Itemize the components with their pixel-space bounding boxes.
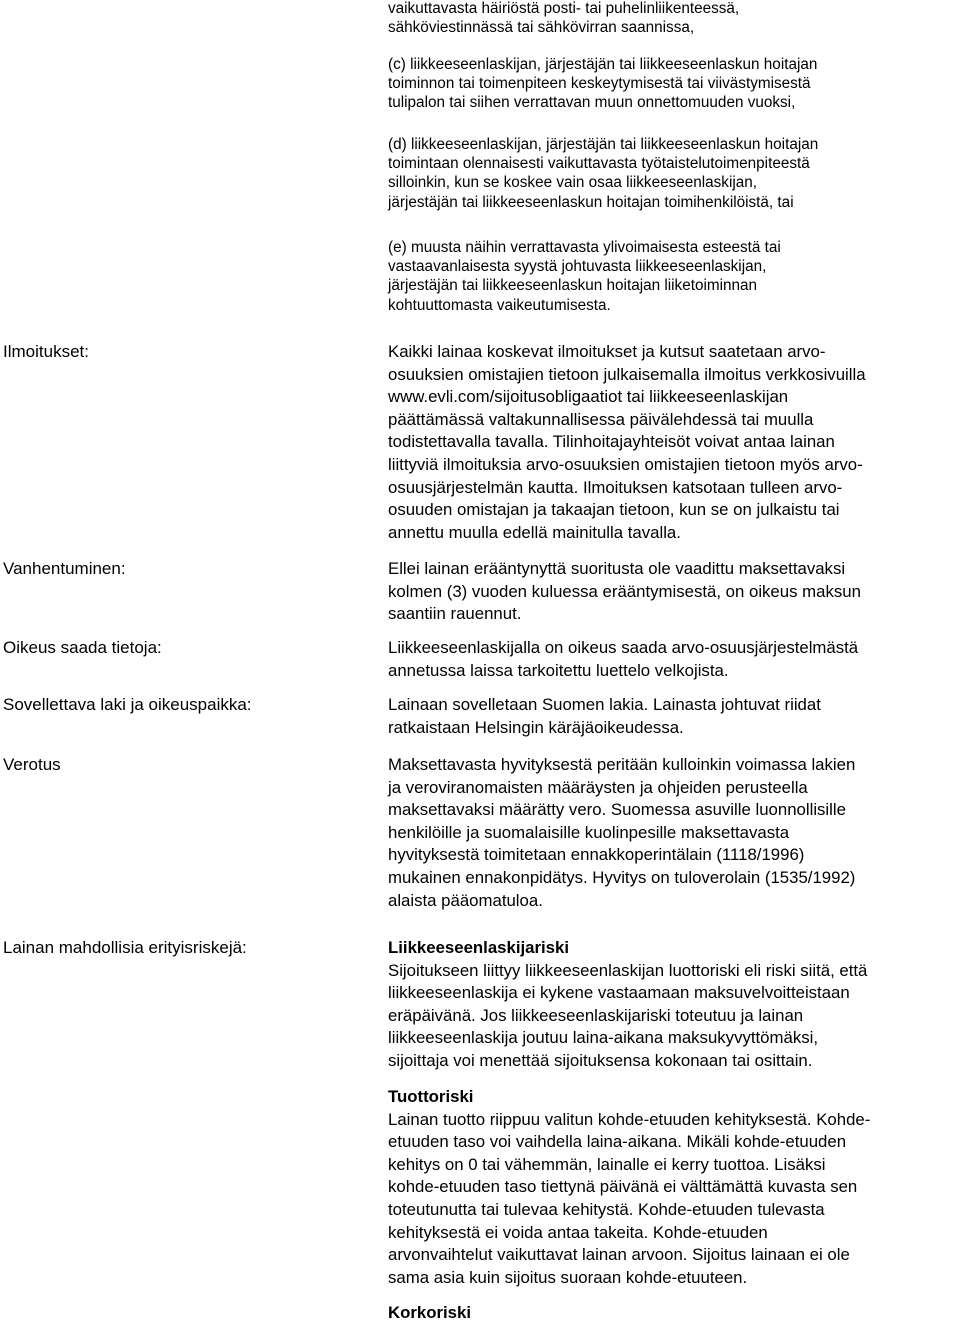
label-vanhentuminen: Vanhentuminen: [3,559,126,578]
label-sovellettava-laki: Sovellettava laki ja oikeuspaikka: [3,695,252,714]
text-line: kohde-etuuden taso tiettynä päivänä ei välttämättä kuvasta sen [388,1177,858,1197]
text-line: mukainen ennakonpidätys. Hyvitys on tuloverolain (1535/1992) [388,867,856,887]
label-verotus: Verotus [3,755,61,774]
risk-heading: Korkoriski [388,1303,472,1322]
text-line: Lainan tuotto riippuu valitun kohde-etuuden kehityksestä. Kohde- [388,1109,871,1129]
text-line: kehitys on 0 tai vähemmän, lainalle ei kerry tuottoa. Lisäksi [388,1154,826,1174]
text-line: päättämässä valtakunnallisessa päivälehdessä tai muulla [388,409,814,429]
text-line: (e) muusta näihin verrattavasta ylivoimaisesta esteestä tai [388,239,781,256]
text-line: silloinkin, kun se koskee vain osaa liikkeeseenlaskijan, [388,174,758,192]
text-line: osuuden omistajan ja takaajan tietoon, kun se on julkaistu tai [388,500,840,520]
risk-heading: Tuottoriski [388,1087,474,1106]
text-line: todistettavalla tavalla. Tilinhoitajayhteisöt voivat antaa lainan [388,432,835,452]
text-line: ratkaistaan Helsingin käräjäoikeudessa. [388,717,684,737]
text-line: maksettavaksi määrätty vero. Suomessa asuville luonnollisille [388,800,846,820]
text-line: annetussa laissa tarkoitettu luettelo velkojista. [388,660,729,680]
text-line: sähköviestinnässä tai sähkövirran saannissa, [388,19,695,37]
text-line: Ellei lainan erääntynyttä suoritusta ole vaadittu maksettavaksi [388,559,846,578]
ilmoitukset-text [388,341,954,544]
label-erityisriskit: Lainan mahdollisia erityisriskejä: [3,938,247,957]
text-line: järjestäjän tai liikkeeseenlaskun hoitajan liiketoiminnan [388,277,758,295]
text-line: hyvityksestä toimitetaan ennakkoperintälain (1118/1996) [388,845,805,865]
text-line: toiminnon tai toimenpiteen keskeytymisestä tai viivästymisestä [388,75,811,93]
text-line: Maksettavasta hyvityksestä peritään kulloinkin voimassa lakien [388,755,856,774]
text-line: Sijoitukseen liittyy liikkeeseenlaskijan luottoriski eli riski siitä, että [388,960,868,980]
text-line: arvonvaihtelut vaikuttavat lainan arvoon. Sijoitus lainaan ei ole [388,1245,850,1265]
text-line: liittyviä ilmoituksia arvo-osuuksien omistajien tietoon myös arvo- [388,454,863,474]
intro-item [388,0,954,37]
intro-item-c [388,55,954,113]
text-line: www.evli.com/sijoitusobligaatiot tai liikkeeseenlaskijan [388,387,789,407]
text-line: annettu muulla edellä mainitulla tavalla. [388,522,681,542]
text-line: (d) liikkeeseenlaskijan, järjestäjän tai liikkeeseenlaskun hoitajan [388,136,819,153]
risk-korkoriski [388,1302,954,1325]
text-line: henkilöille ja suomalaisille kuolinpesille maksettavasta [388,822,790,842]
intro-item-d [388,135,954,212]
risk-liikkeeseenlaskijariski [388,937,954,1073]
text-line: etuuden taso voi vaihdella laina-aikana. Mikäli kohde-etuuden [388,1132,847,1152]
text-line: Liikkeeseenlaskijalla on oikeus saada arvo-osuusjärjestelmästä [388,638,859,657]
intro-item-e [388,238,954,315]
text-line: saantiin rauennut. [388,604,522,624]
text-line: osuuksien omistajien tietoon julkaisemalla ilmoitus verkkosivuilla [388,364,866,384]
vanhentuminen-text [388,558,954,626]
oikeus-saada-tietoja-text [388,637,954,682]
text-line: ja veroviranomaisten määräysten ja ohjeiden perusteella [388,777,808,797]
text-line: Kaikki lainaa koskevat ilmoitukset ja kutsut saatetaan arvo- [388,342,826,361]
text-line: osuusjärjestelmän kautta. Ilmoituksen katsotaan tulleen arvo- [388,477,843,497]
text-line: toimintaan olennaisesti vaikuttavasta työtaistelutoimenpiteestä [388,155,810,173]
text-line: eräpäivänä. Jos liikkeeseenlaskijariski toteutuu ja lainan [388,1005,804,1025]
text-line: liikkeeseenlaskija joutuu laina-aikana maksukyvyttömäksi, [388,1028,818,1048]
risk-heading: Liikkeeseenlaskijariski [388,938,569,957]
text-line: tulipalon tai siihen verrattavan muun onnettomuuden vuoksi, [388,94,796,112]
sovellettava-laki-text [388,694,954,739]
text-line: sama asia kuin sijoitus suoraan kohde-etuuteen. [388,1267,748,1287]
text-line: alaista pääomatuloa. [388,890,543,910]
text-line: Lainaan sovelletaan Suomen lakia. Lainasta johtuvat riidat [388,695,821,714]
text-line: järjestäjän tai liikkeeseenlaskun hoitajan toimihenkilöistä, tai [388,193,794,211]
verotus-text [388,754,954,912]
label-oikeus-saada-tietoja: Oikeus saada tietoja: [3,638,162,657]
text-line: kohtuuttomasta vaikeutumisesta. [388,296,611,314]
risk-tuottoriski [388,1086,954,1289]
text-line: kolmen (3) vuoden kuluessa erääntymisestä, on oikeus maksun [388,581,861,601]
label-ilmoitukset: Ilmoitukset: [3,342,89,361]
text-line: (c) liikkeeseenlaskijan, järjestäjän tai liikkeeseenlaskun hoitajan [388,56,818,73]
text-line: kehityksestä ei voida antaa takeita. Kohde-etuuden [388,1222,768,1242]
text-line: toteutunutta tai tulevaa kehitystä. Kohde-etuuden tulevasta [388,1199,825,1219]
text-line: sijoittaja voi menettää sijoituksensa kokonaan tai osittain. [388,1050,813,1070]
text-line: vastaavanlaisesta syystä johtuvasta liikkeeseenlaskijan, [388,258,767,276]
text-line: vaikuttavasta häiriöstä posti- tai puhelinliikenteessä, [388,0,740,17]
text-line: liikkeeseenlaskija ei kykene vastaamaan maksuvelvoitteistaan [388,983,850,1003]
